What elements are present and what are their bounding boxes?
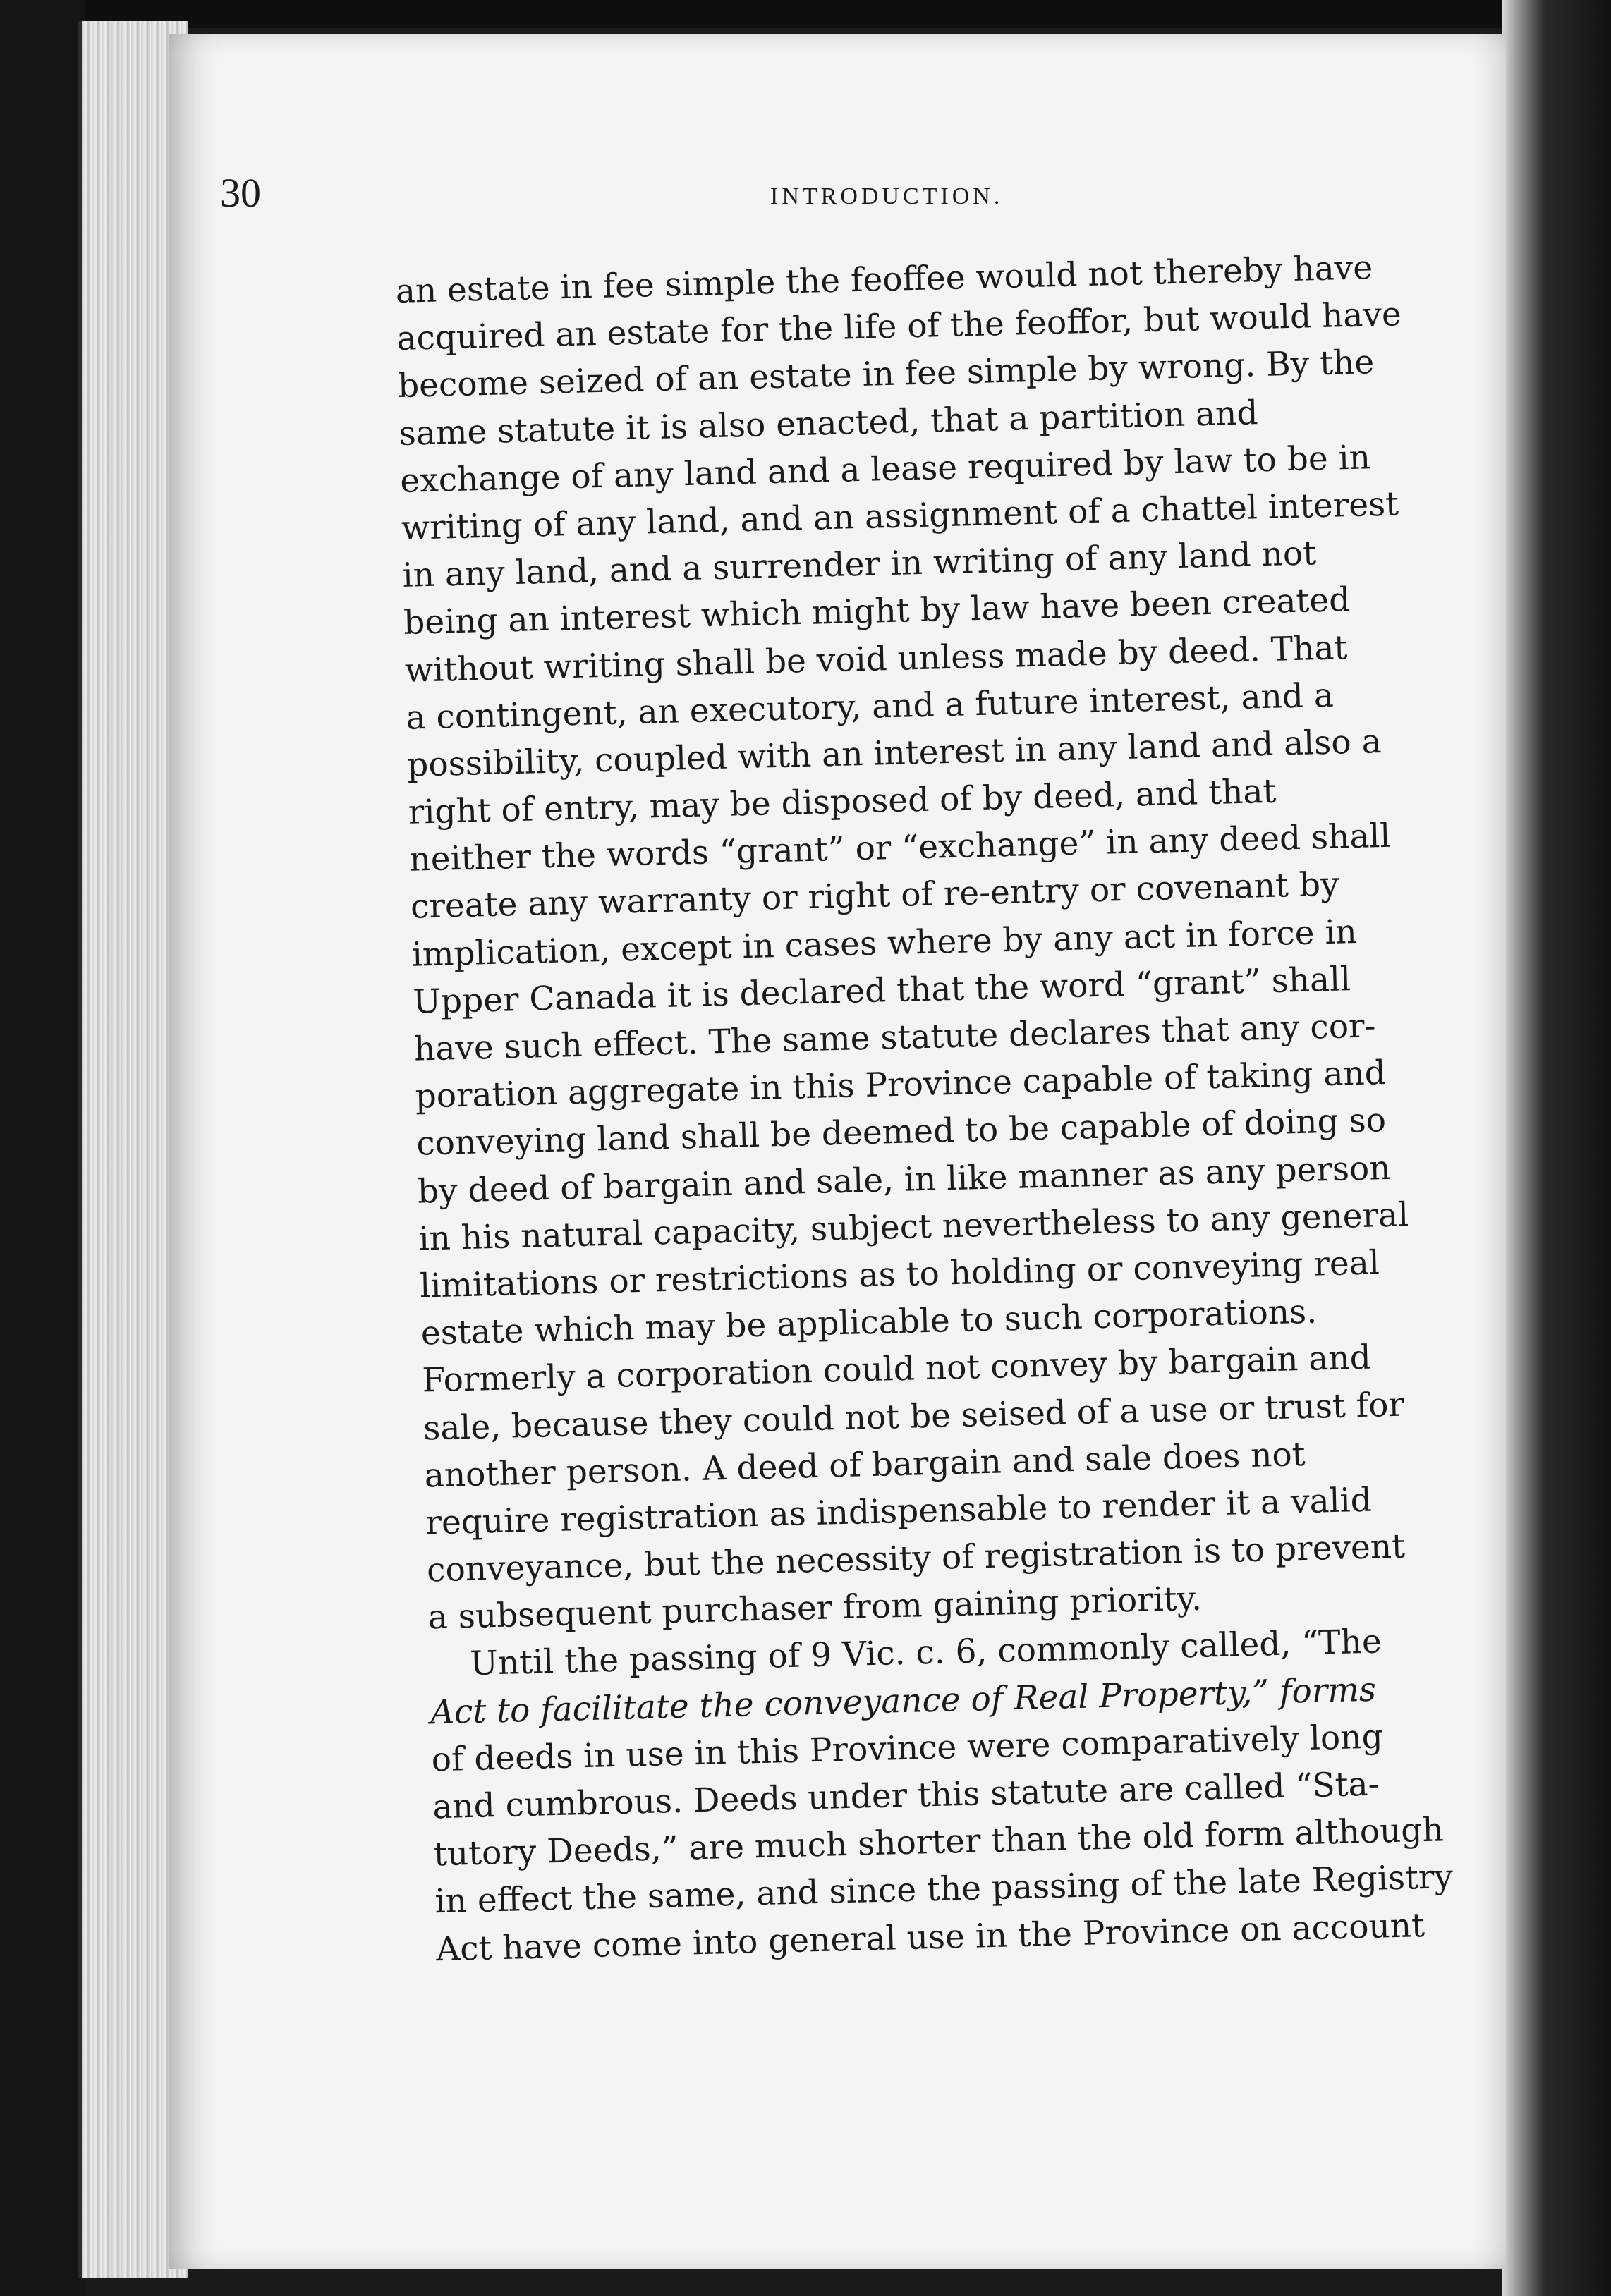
text-line: have such effect. The same statute declares that any cor- (413, 1006, 1377, 1069)
text-line: by deed of bargain and sale, in like manner as any person (417, 1148, 1392, 1211)
scan-border-top (0, 0, 1611, 28)
text-line: implication, except in cases where by any act in force in (411, 912, 1358, 975)
body-text (395, 243, 1452, 1973)
text-line: Act have come into general use in the Province on account (435, 1905, 1425, 1969)
text-line: acquired an estate for the life of the feoffor, but would have (396, 295, 1402, 359)
text-line: become seized of an estate in fee simple by wrong. By the (397, 343, 1375, 406)
text-line: tutory Deeds,” are much shorter than the old form although (433, 1810, 1445, 1874)
text-line: Until the passing of 9 Vic. c. 6, commonly called, “The (469, 1622, 1382, 1684)
text-line: require registration as indispensable to render it a valid (425, 1480, 1373, 1543)
book-gutter-right (1502, 0, 1611, 2296)
text-line: limitations or restrictions as to holding or conveying real (419, 1243, 1380, 1306)
text-line: in any land, and a surrender in writing of any land not (401, 534, 1317, 595)
text-line: in effect the same, and since the passing of the late Registry (434, 1857, 1454, 1922)
running-head: INTRODUCTION. (770, 183, 1004, 209)
text-line: possibility, coupled with an interest in any land and also a (406, 721, 1382, 785)
text-line: sale, because they could not be seised of a use or trust for (422, 1385, 1405, 1448)
text-line: same statute it is also enacted, that a partition and (399, 393, 1259, 453)
paragraph-1 (395, 243, 1444, 1642)
page-number: 30 (220, 170, 261, 216)
text-line: create any warranty or right of re-entry or covenant by (410, 865, 1340, 927)
paragraph-2 (429, 1617, 1452, 1973)
text-line: conveyance, but the necessity of registration is to prevent (426, 1527, 1406, 1590)
text-line: without writing shall be void unless made by deed. That (404, 628, 1348, 690)
text-line: poration aggregate in this Province capable of taking and (415, 1054, 1387, 1116)
text-line: estate which may be applicable to such corporations. (420, 1292, 1318, 1353)
text-line: being an interest which might by law have been created (403, 580, 1351, 643)
page-header (220, 169, 1419, 226)
text-line: an estate in fee simple the feoffee would not thereby have (395, 248, 1373, 311)
text-line: conveying land shall be deemed to be capable of doing so (415, 1101, 1387, 1164)
text-line: a subsequent purchaser from gaining priority. (427, 1579, 1203, 1637)
text-line: of deeds in use in this Province were comparatively long (431, 1717, 1384, 1780)
text-line: right of entry, may be disposed of by deed, and that (408, 771, 1277, 832)
text-line: Act to facilitate the conveyance of Real Property,” forms (430, 1670, 1377, 1733)
text-line: neither the words “grant” or “exchange” in any deed shall (408, 817, 1392, 879)
text-line: Formerly a corporation could not convey by bargain and (421, 1338, 1372, 1400)
text-line: another person. A deed of bargain and sale does not (424, 1434, 1306, 1496)
text-line: exchange of any land and a lease required by law to be in (399, 438, 1371, 501)
text-line: Upper Canada it is declared that the word “grant” shall (412, 960, 1351, 1022)
scan-border-left (0, 0, 85, 2296)
text-line: writing of any land, and an assignment of a chattel interest (401, 484, 1399, 548)
text-line: in his natural capacity, subject nevertheless to any general (418, 1195, 1409, 1259)
text-line: and cumbrous. Deeds under this statute are called “Sta- (432, 1764, 1380, 1827)
text-line: a contingent, an executory, and a future interest, and a (405, 676, 1335, 738)
